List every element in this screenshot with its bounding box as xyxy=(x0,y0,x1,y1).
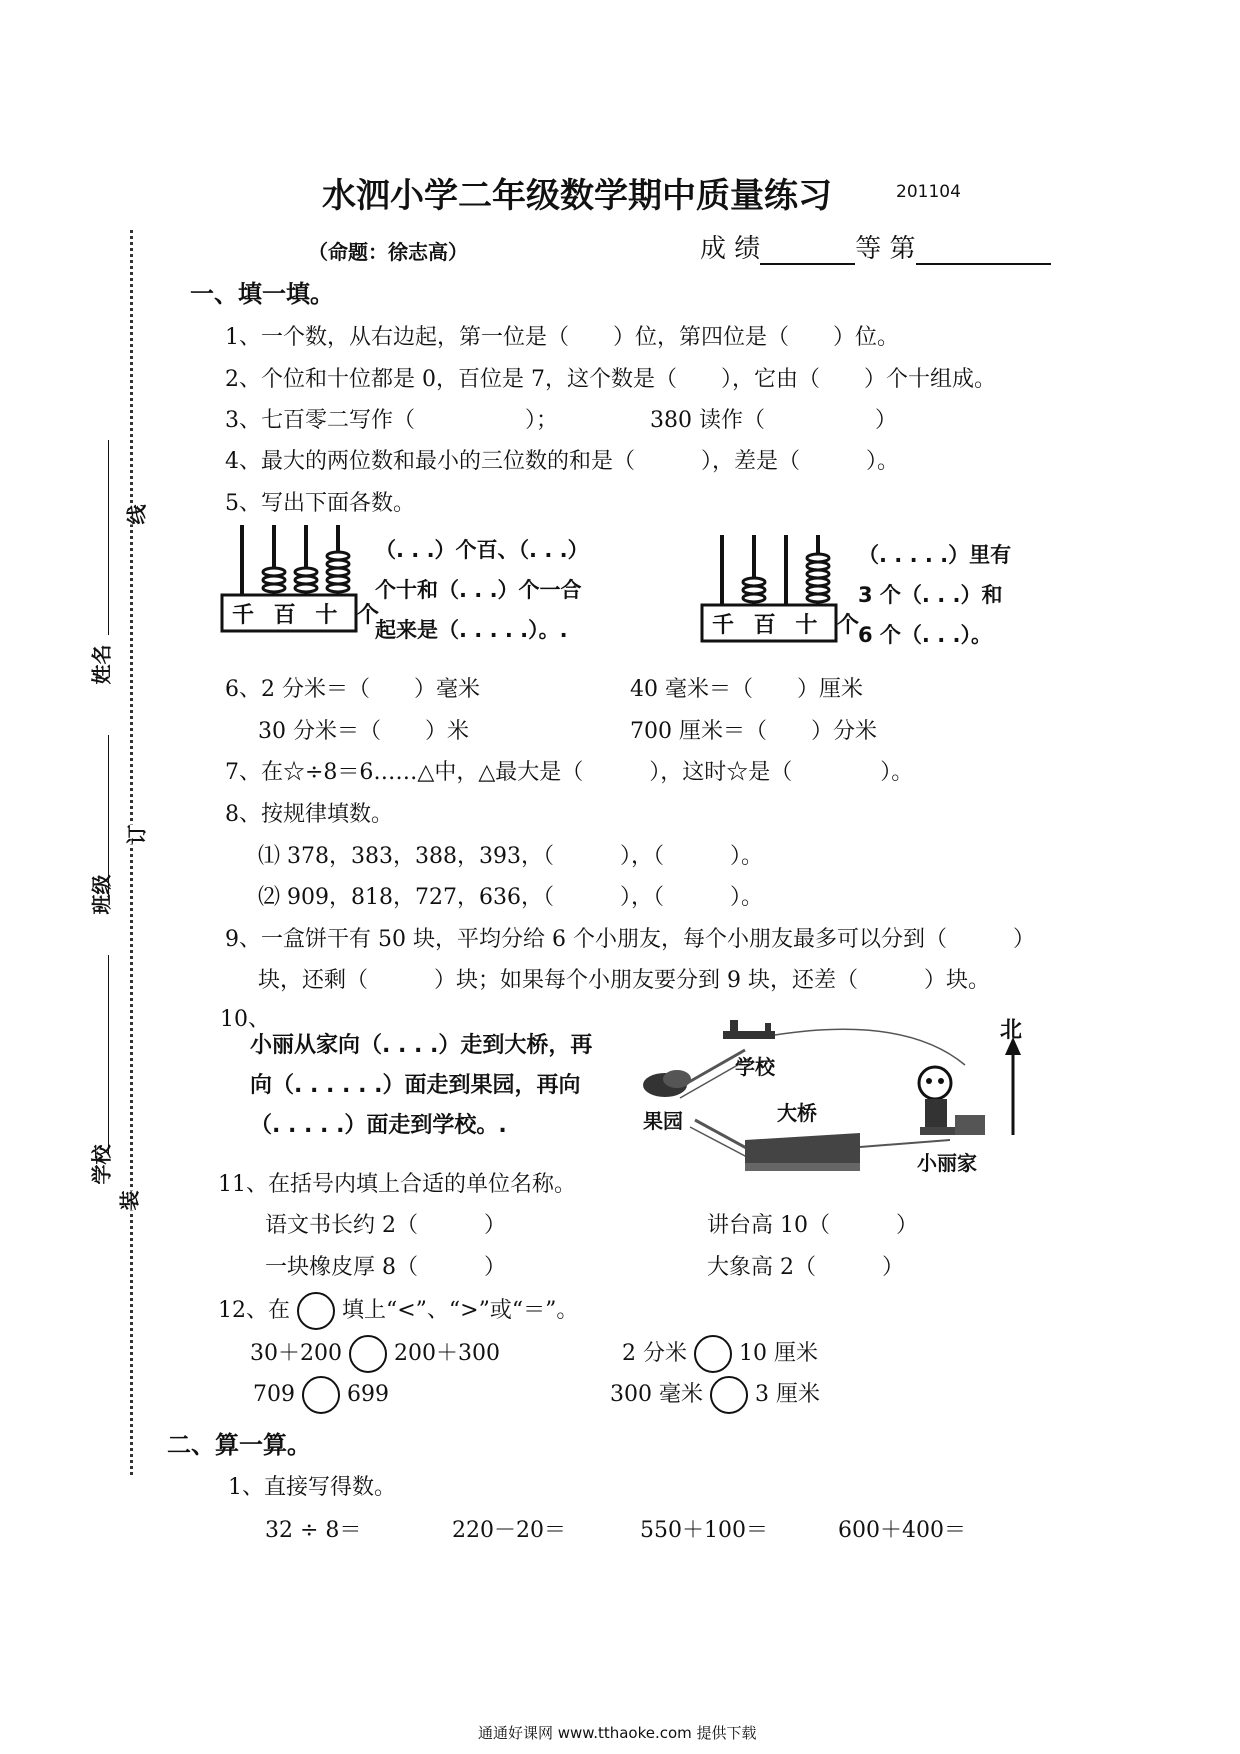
abacus-2-line-3: 6 个（. . .）。 xyxy=(858,623,992,647)
question-11c: 一块橡皮厚 8（ ） xyxy=(265,1255,506,1280)
compare-row-3 xyxy=(253,1376,389,1414)
question-6a: 6、2 分米＝（ ）毫米 xyxy=(225,677,480,702)
question-10-line-1: 小丽从家向（. . . .）走到大桥，再 xyxy=(250,1033,593,1058)
footer-credit: 通通好课网 www.tthaoke.com 提供下载 xyxy=(478,1724,757,1742)
class-label: 班级 xyxy=(89,874,114,915)
score-label: 成 绩 xyxy=(700,234,761,264)
question-12-prefix: 12、在 xyxy=(218,1298,290,1323)
map-label-school: 学校 xyxy=(735,1055,775,1079)
question-1: 1、一个数，从右边起，第一位是（ ）位，第四位是（ ）位。 xyxy=(225,325,899,350)
grade-label: 等 第 xyxy=(855,234,916,264)
question-10-number: 10、 xyxy=(220,1007,270,1032)
name-label: 姓名 xyxy=(89,644,114,685)
arithmetic-item-3: 550＋100＝ xyxy=(640,1518,768,1543)
question-12-suffix: 填上“<”、“>”或“＝”。 xyxy=(342,1298,579,1323)
question-12 xyxy=(218,1292,578,1330)
question-3b: 380 读作（ ） xyxy=(650,408,897,433)
compare-3-left: 709 xyxy=(253,1382,295,1407)
question-10-line-2: 向（. . . . . .）面走到果园，再向 xyxy=(250,1073,581,1098)
question-3a: 3、七百零二写作（ ）； xyxy=(225,408,558,433)
direction-map xyxy=(635,1015,1055,1180)
abacus-1-text xyxy=(375,530,589,650)
score-blank[interactable] xyxy=(760,239,855,265)
binding-ding: 订 xyxy=(121,825,150,845)
question-8: 8、按规律填数。 xyxy=(225,802,393,827)
question-6b: 40 毫米＝（ ）厘米 xyxy=(630,677,863,702)
question-11d: 大象高 2（ ） xyxy=(707,1255,904,1280)
binding-dotted-line xyxy=(130,230,133,1475)
compare-3-right: 699 xyxy=(347,1382,389,1407)
abacus-2-label: 千 百 十 个 xyxy=(712,613,865,638)
abacus-1-label: 千 百 十 个 xyxy=(232,603,385,628)
arithmetic-item-1: 32 ÷ 8＝ xyxy=(265,1518,362,1543)
map-label-home: 小丽家 xyxy=(917,1151,977,1175)
question-11: 11、在括号内填上合适的单位名称。 xyxy=(218,1172,576,1197)
question-8-1: ⑴ 378，383，388，393，（ ），（ ）。 xyxy=(258,844,763,869)
compare-1-left: 30＋200 xyxy=(250,1341,342,1366)
compare-1-right: 200＋300 xyxy=(394,1341,500,1366)
question-11b: 讲台高 10（ ） xyxy=(707,1213,918,1238)
direction-map-drawing xyxy=(635,1015,1055,1180)
school-label: 学校 xyxy=(89,1144,114,1185)
grade-blank[interactable] xyxy=(916,239,1051,265)
compare-circle-icon xyxy=(297,1292,335,1330)
author-line: （命题：徐志高） xyxy=(308,240,468,264)
binding-xian: 线 xyxy=(121,505,150,525)
compare-1-circle[interactable] xyxy=(349,1335,387,1373)
arithmetic-item-2: 220－20＝ xyxy=(452,1518,566,1543)
question-6d: 700 厘米＝（ ）分米 xyxy=(630,719,877,744)
section-1-heading: 一、填一填。 xyxy=(190,280,334,308)
name-line[interactable] xyxy=(108,440,109,635)
abacus-2-text xyxy=(858,535,1011,655)
section-2-heading: 二、算一算。 xyxy=(167,1431,311,1459)
section-2-question-1: 1、直接写得数。 xyxy=(228,1475,396,1500)
compare-3-circle[interactable] xyxy=(302,1376,340,1414)
question-7: 7、在☆÷8＝6……△中，△最大是（ ），这时☆是（ ）。 xyxy=(225,760,914,785)
question-8-2: ⑵ 909，818，727，636，（ ），（ ）。 xyxy=(258,885,763,910)
score-field[interactable] xyxy=(700,228,1051,265)
abacus-2 xyxy=(700,530,865,645)
compare-4-left: 300 毫米 xyxy=(610,1382,703,1407)
page-title: 水泗小学二年级数学期中质量练习 xyxy=(322,176,832,216)
question-6c: 30 分米＝（ ）米 xyxy=(258,719,469,744)
abacus-1-line-3: 起来是（. . . . .）。. xyxy=(375,618,568,642)
map-label-north: 北 xyxy=(1000,1018,1023,1043)
compare-4-right: 3 厘米 xyxy=(755,1382,820,1407)
question-11a: 语文书长约 2（ ） xyxy=(265,1213,506,1238)
question-10-line-3: （. . . . .）面走到学校。. xyxy=(250,1113,507,1138)
map-label-bridge: 大桥 xyxy=(777,1101,817,1125)
abacus-2-line-1: （. . . . .）里有 xyxy=(858,543,1012,567)
abacus-1-line-2: 个十和（. . .）个一合 xyxy=(375,578,582,602)
arithmetic-item-4: 600＋400＝ xyxy=(838,1518,966,1543)
question-4: 4、最大的两位数和最小的三位数的和是（ ），差是（ ）。 xyxy=(225,449,899,474)
question-9-line-1: 9、一盒饼干有 50 块，平均分给 6 个小朋友，每个小朋友最多可以分到（ ） xyxy=(225,927,1035,952)
abacus-1-line-1: （. . .）个百、（. . .） xyxy=(375,538,589,562)
compare-2-right: 10 厘米 xyxy=(739,1341,818,1366)
compare-2-left: 2 分米 xyxy=(622,1341,687,1366)
exam-date: 201104 xyxy=(896,182,961,202)
map-label-orchard: 果园 xyxy=(643,1109,683,1133)
compare-2-circle[interactable] xyxy=(694,1335,732,1373)
compare-4-circle[interactable] xyxy=(710,1376,748,1414)
question-9-line-2: 块，还剩（ ）块；如果每个小朋友要分到 9 块，还差（ ）块。 xyxy=(258,968,990,993)
question-10-text xyxy=(250,1026,592,1146)
school-line[interactable] xyxy=(108,955,109,1155)
compare-row-4 xyxy=(610,1376,820,1414)
abacus-2-line-2: 3 个（. . .）和 xyxy=(858,583,1003,607)
question-2: 2、个位和十位都是 0，百位是 7，这个数是（ ），它由（ ）个十组成。 xyxy=(225,367,996,392)
compare-row-1 xyxy=(250,1335,500,1373)
binding-zhuang: 装 xyxy=(114,1191,143,1211)
question-5: 5、写出下面各数。 xyxy=(225,491,415,516)
compare-row-2 xyxy=(622,1335,818,1373)
abacus-1 xyxy=(220,520,385,635)
